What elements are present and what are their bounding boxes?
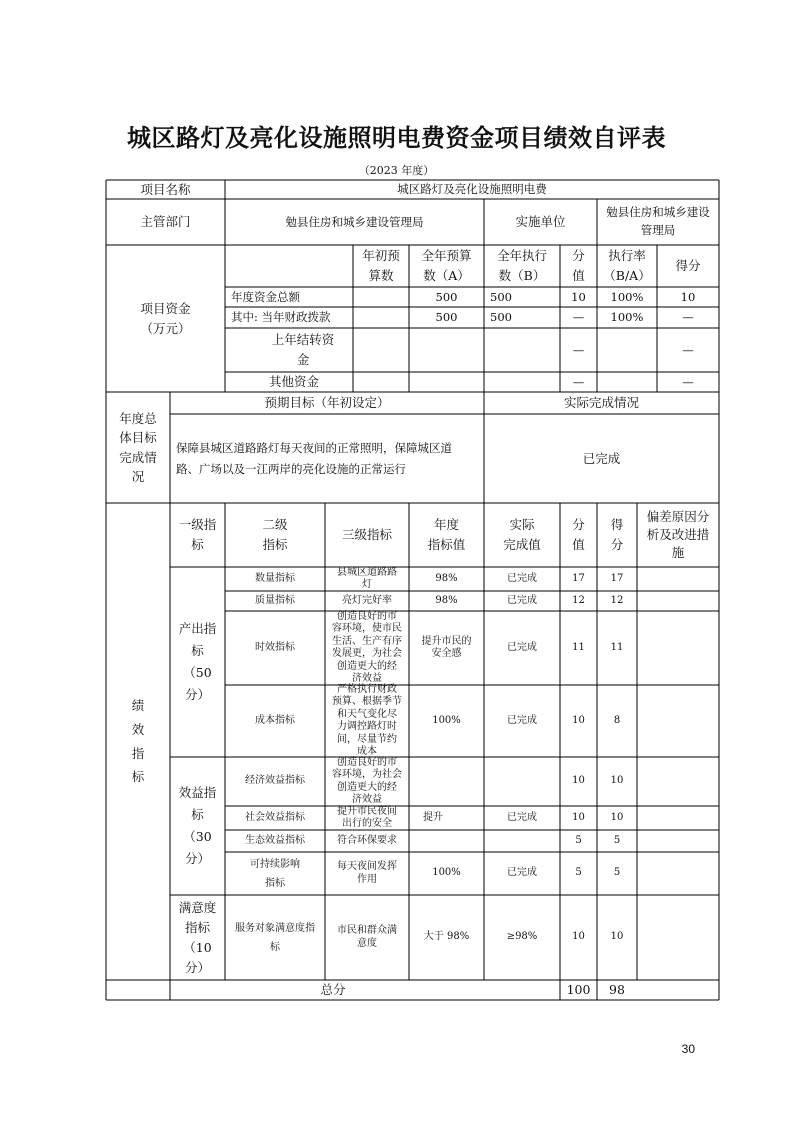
perf-header-target: 年度 指标值 (427, 517, 466, 552)
total-got: 98 (609, 982, 625, 997)
perf-row-score: 11 (572, 641, 585, 653)
perf-row-target: 98% (435, 594, 458, 606)
perf-row-score: 10 (572, 714, 585, 726)
perf-row-got: 11 (610, 641, 624, 653)
funds-row-name: 上年结转资 金 (271, 332, 335, 367)
perf-row-target: 98% (435, 572, 458, 584)
perf-row-target: 提升 (423, 811, 443, 823)
perf-row-target: 100% (432, 867, 461, 879)
total-score: 100 (566, 982, 591, 997)
perf-row-actual: 已完成 (507, 641, 537, 653)
perf-row-l3: 县城区道路路 灯 (337, 566, 397, 590)
goals-expected-text: 保障县城区道路路灯每天夜间的正常照明，保障城区道 路、广场以及一江两岸的亮化设施的正常运行 (176, 441, 452, 476)
funds-header-exec: 全年执行 数（B） (496, 248, 547, 283)
funds-row-score: — (572, 374, 585, 389)
perf-row-target: 提升市民的 安全感 (421, 635, 472, 659)
perf-row-l2: 数量指标 (255, 572, 295, 584)
perf-row-got: 12 (610, 594, 624, 606)
perf-row-l3: 创造良好的市 容环境，使市民 生活、生产有序 发展更，为社会 创造更大的经 济效益 (332, 610, 402, 684)
perf-row-l2: 质量指标 (255, 594, 295, 606)
funds-row-got: — (682, 342, 694, 357)
goals-expected-header: 预期目标（年初设定） (264, 395, 390, 410)
perf-row-l3: 符合环保要求 (337, 834, 397, 846)
goals-actual-text: 已完成 (582, 450, 621, 466)
page-title: 城区路灯及亮化设施照明电费资金项目绩效自评表 (127, 124, 666, 152)
perf-header-got: 得 分 (610, 517, 624, 552)
impl-value: 勉县住房和城乡建设 管理局 (606, 205, 710, 237)
perf-row-l2: 经济效益指标 (245, 775, 305, 787)
funds-header-initial: 年初预 算数 (362, 248, 400, 283)
perf-row-score: 10 (572, 931, 585, 943)
page-number: 30 (681, 1042, 695, 1056)
perf-row-score: 12 (572, 594, 585, 606)
funds-row-score: — (572, 310, 585, 325)
perf-row-l3: 市民和群众满 意度 (337, 925, 397, 949)
perf-row-score: 10 (572, 811, 585, 823)
perf-row-got: 10 (610, 931, 624, 943)
perf-row-got: 10 (610, 811, 624, 823)
funds-row-rate: 100% (610, 289, 644, 304)
perf-row-got: 10 (610, 775, 624, 787)
perf-row-actual: 已完成 (507, 594, 537, 606)
perf-row-target: 大于 98% (423, 931, 470, 943)
perf-row-actual: 已完成 (507, 811, 537, 823)
perf-row-actual: 已完成 (507, 572, 537, 584)
funds-row-got: 10 (680, 289, 696, 304)
perf-row-score: 10 (572, 775, 585, 787)
funds-row-got: — (682, 374, 694, 389)
funds-header-score: 分 值 (572, 248, 585, 283)
perf-group-benefit: 效益指 标 （30 分） (178, 785, 217, 866)
dept-label: 主管部门 (140, 214, 191, 229)
perf-row-l2: 时效指标 (255, 641, 295, 653)
funds-row-exec: 500 (490, 310, 512, 325)
perf-row-score: 5 (575, 867, 582, 879)
funds-row-name: 其中: 当年财政拨款 (231, 310, 331, 325)
perf-row-l3: 亮灯完好率 (342, 594, 392, 606)
funds-row-budget: 500 (435, 310, 458, 325)
funds-row-exec: 500 (490, 289, 512, 304)
perf-header-note: 偏差原因分 析及改进措 施 (646, 508, 710, 561)
funds-row-budget: 500 (435, 289, 458, 304)
perf-group-output: 产出指 标 （50 分） (178, 621, 217, 702)
total-label: 总分 (320, 982, 346, 997)
perf-row-got: 5 (613, 834, 621, 846)
perf-row-score: 5 (575, 834, 582, 846)
impl-label: 实施单位 (515, 214, 566, 229)
funds-label: 项目资金 （万元） (140, 300, 191, 336)
perf-row-l2: 社会效益指标 (245, 811, 305, 823)
funds-header-budget: 全年预算 数（A） (421, 248, 472, 283)
project-name-value: 城区路灯及亮化设施照明电费 (397, 182, 547, 197)
perf-row-l3: 严格执行财政 预算、根据季节 和天气变化尽 力调控路灯时 间，尽量节约 成本 (332, 683, 402, 757)
funds-row-rate: 100% (610, 310, 644, 325)
funds-row-name: 年度资金总额 (231, 289, 300, 304)
perf-row-got: 17 (610, 572, 624, 584)
perf-row-l3: 每天夜间发挥 作用 (337, 861, 397, 885)
perf-header-l3: 三级指标 (341, 527, 392, 542)
goals-actual-header: 实际完成情况 (563, 395, 639, 410)
goals-label: 年度总 体目标 完成情 况 (119, 410, 157, 484)
perf-row-score: 17 (572, 572, 585, 584)
perf-group-satisfaction: 满意度 指标 （10 分） (178, 899, 217, 975)
perf-header-l2: 二级 指标 (262, 517, 288, 552)
funds-header-got: 得分 (675, 258, 701, 273)
perf-row-target: 100% (432, 714, 461, 726)
perf-row-actual: 已完成 (507, 867, 537, 879)
perf-header-score: 分 值 (572, 517, 585, 552)
dept-value: 勉县住房和城乡建设管理局 (285, 214, 424, 229)
funds-row-name: 其他资金 (268, 374, 319, 389)
perf-row-l3: 创造良好的市 容环境，为社会 创造更大的经 济效益 (332, 756, 402, 805)
perf-row-actual: 已完成 (507, 714, 537, 726)
year-subtitle: （2023 年度） (358, 164, 435, 177)
perf-header-actual: 实际 完成值 (503, 517, 541, 552)
perf-row-got: 5 (613, 867, 621, 879)
perf-row-got: 8 (613, 714, 621, 726)
project-name-label: 项目名称 (140, 181, 191, 197)
perf-row-l2: 服务对象满意度指 标 (235, 922, 315, 953)
perf-row-l2: 生态效益指标 (245, 834, 305, 846)
perf-row-l3: 提升市民夜间 出行的安全 (337, 805, 397, 829)
funds-row-score: — (572, 342, 585, 357)
perf-row-l2: 成本指标 (255, 714, 295, 726)
perf-row-l2: 可持续影响 指标 (250, 858, 300, 889)
perf-row-actual: ≥98% (506, 931, 538, 943)
perf-label: 绩 效 指 标 (131, 698, 145, 785)
funds-header-rate: 执行率 （B/A） (603, 248, 651, 283)
funds-row-score: 10 (571, 289, 586, 304)
perf-header-l1: 一级指 标 (178, 517, 217, 552)
funds-row-got: — (682, 310, 694, 325)
